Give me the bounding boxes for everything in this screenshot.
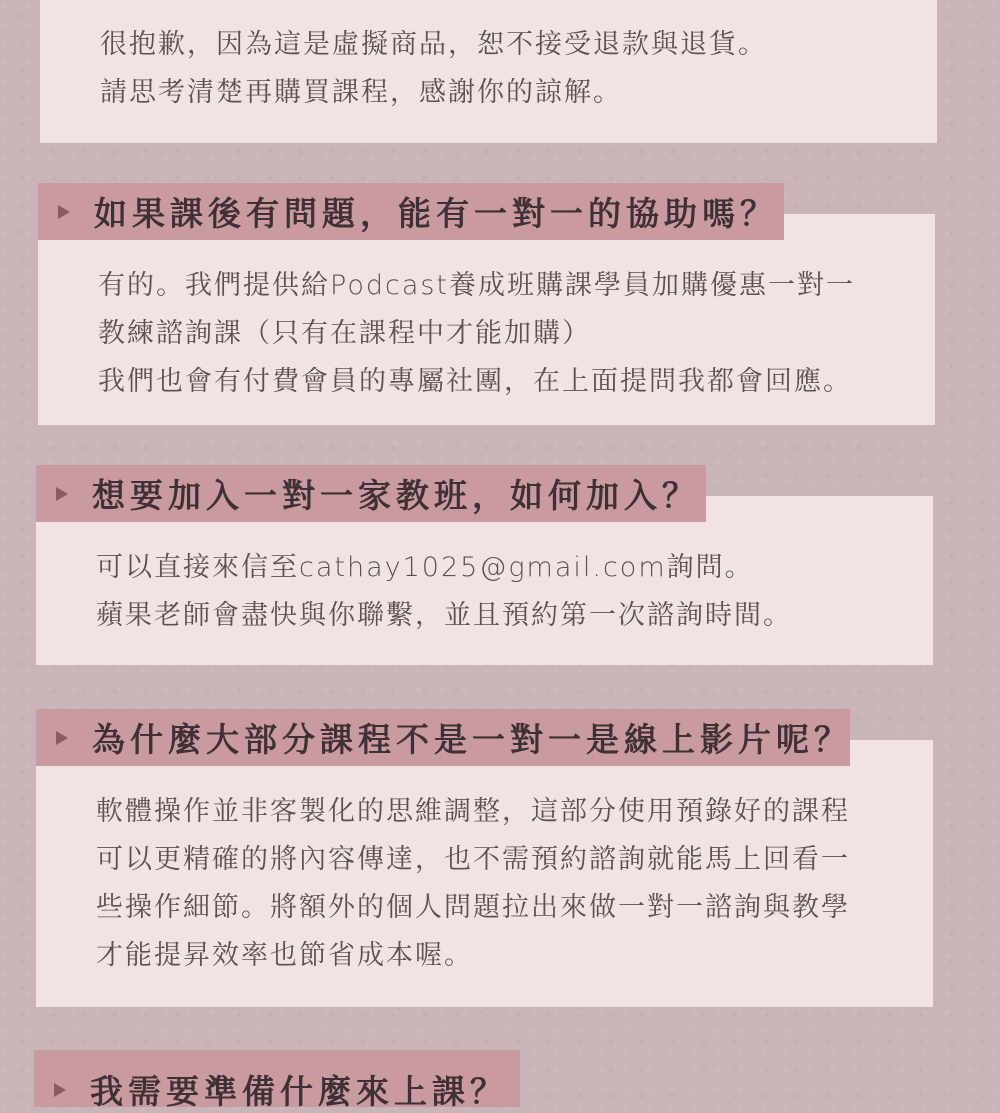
answer-line: 可以直接來信至cathay1025@gmail.com詢問。 — [96, 552, 754, 583]
play-triangle-icon — [58, 205, 70, 219]
faq-question-coaching[interactable] — [38, 183, 784, 240]
faq-answer-card-video-format — [36, 740, 933, 1007]
answer-text — [96, 788, 850, 980]
faq-question-preparation[interactable] — [34, 1050, 520, 1111]
answer-text — [98, 262, 855, 406]
question-text: 想要加入一對一家教班，如何加入？ — [92, 476, 700, 515]
question-text: 我需要準備什麼來上課？ — [90, 1072, 508, 1111]
answer-line: 才能提昇效率也節省成本喔。 — [96, 940, 473, 971]
answer-line: 蘋果老師會盡快與你聯繫，並且預約第一次諮詢時間。 — [96, 600, 792, 631]
play-triangle-icon — [56, 487, 68, 501]
answer-line: 有的。我們提供給Podcast養成班購課學員加購優惠一對一 — [98, 270, 856, 301]
faq-question-video-format[interactable] — [36, 709, 850, 766]
question-text: 如果課後有問題，能有一對一的協助嗎？ — [94, 194, 778, 233]
faq-question-tutoring[interactable] — [36, 465, 706, 522]
play-triangle-icon — [56, 731, 68, 745]
play-triangle-icon — [54, 1083, 66, 1097]
answer-line: 可以更精確的將內容傳達，也不需預約諮詢就能馬上回看一 — [96, 844, 850, 875]
answer-line: 很抱歉，因為這是虛擬商品，恕不接受退款與退貨。 — [100, 29, 767, 60]
answer-line: 教練諮詢課（只有在課程中才能加購） — [98, 318, 591, 349]
answer-line: 些操作細節。將額外的個人問題拉出來做一對一諮詢與教學 — [96, 892, 850, 923]
faq-answer-card-refund — [40, 0, 937, 143]
faq-answer-card-coaching — [38, 214, 935, 425]
answer-line: 我們也會有付費會員的專屬社團，在上面提問我都會回應。 — [98, 366, 852, 397]
answer-line: 軟體操作並非客製化的思維調整，這部分使用預錄好的課程 — [96, 796, 850, 827]
answer-line: 請思考清楚再購買課程，感謝你的諒解。 — [100, 77, 622, 108]
answer-text — [100, 21, 767, 117]
question-text: 為什麼大部分課程不是一對一是線上影片呢？ — [92, 720, 852, 759]
answer-text — [96, 544, 792, 640]
